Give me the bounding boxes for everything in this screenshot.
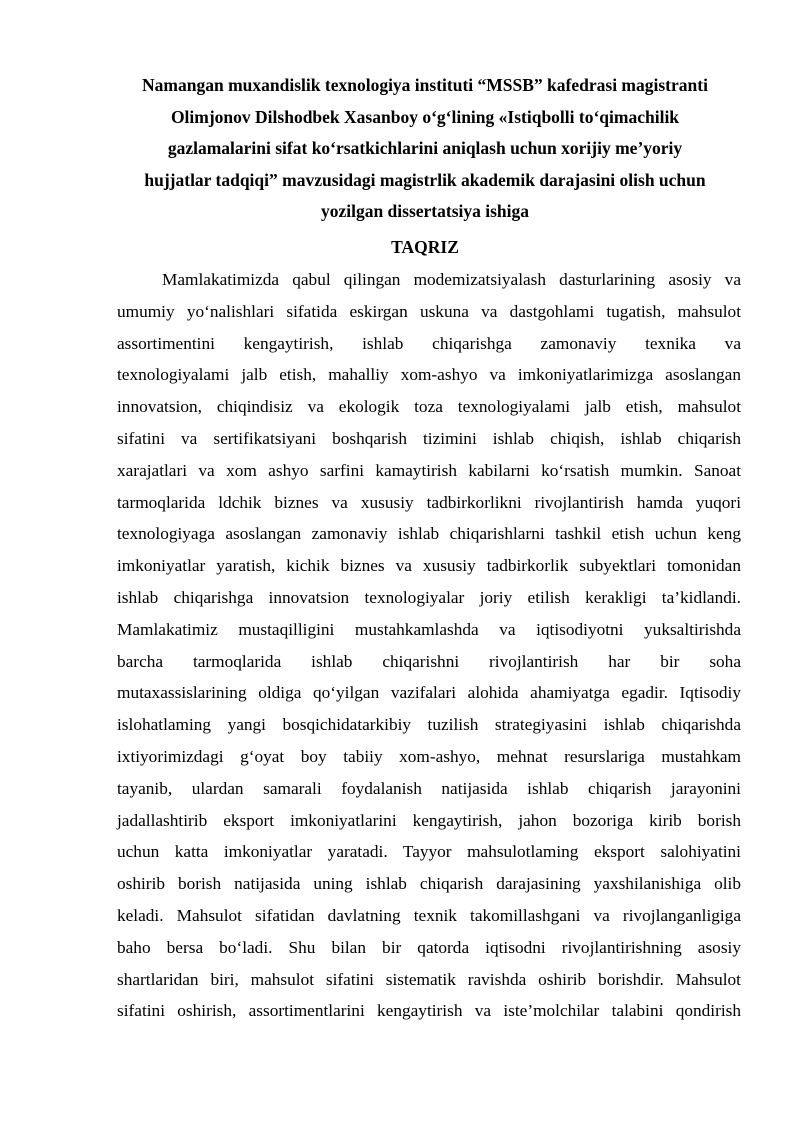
heading-line: hujjatlar tadqiqi” mavzusidagi magistrlik akademik darajasini olish uchun <box>144 169 706 190</box>
body-line: innovatsion, chiqindisiz va ekologik toza texnologiyalami jalb etish, mahsulot <box>117 397 741 417</box>
body-line: ishlab chiqarishga innovatsion texnologiyalar joriy etilish kerakligi ta’kidlandi. <box>117 587 741 607</box>
heading-line: yozilgan dissertatsiya ishiga <box>320 201 530 221</box>
body-line: texnologiyalami jalb etish, mahalliy xom-ashyo va imkoniyatlarimizga asoslangan <box>117 365 741 385</box>
body-line: ixtiyorimizdagi g‘oyat boy tabiiy xom-ashyo, mehnat resurslariga mustahkam <box>117 746 741 766</box>
body-line: islohatlaming yangi bosqichidatarkibiy tuzilish strategiyasini ishlab chiqarishda <box>117 715 741 735</box>
document-title: TAQRIZ <box>391 237 459 257</box>
body-paragraph <box>117 264 741 1027</box>
body-line: texnologiyaga asoslangan zamonaviy ishlab chiqarishlarni tashkil etish uchun keng <box>117 524 741 544</box>
body-line: tarmoqlarida ldchik biznes va xususiy tadbirkorlikni rivojlantirish hamda yuqori <box>117 492 741 512</box>
body-line: sifatini oshirish, assortimentlarini kengaytirish va iste’molchilar talabini qondirish <box>117 1001 741 1021</box>
body-line: keladi. Mahsulot sifatidan davlatning texnik takomillashgani va rivojlanganligiga <box>117 905 741 925</box>
heading-line: Olimjonov Dilshodbek Xasanboy o‘g‘lining «Istiqbolli to‘qimachilik <box>170 106 680 127</box>
document-heading <box>110 70 740 228</box>
body-line: xarajatlari va xom ashyo sarfini kamaytirish kabilarni ko‘rsatish mumkin. Sanoat <box>117 460 741 480</box>
body-line: sifatini va sertifikatsiyani boshqarish tizimini ishlab chiqish, ishlab chiqarish <box>117 428 741 448</box>
body-line: tayanib, ulardan samarali foydalanish natijasida ishlab chiqarish jarayonini <box>117 778 741 798</box>
body-line: baho bersa bo‘ladi. Shu bilan bir qatorda iqtisodni rivojlantirishning asosiy <box>117 937 741 957</box>
heading-line: gazlamalarini sifat ko‘rsatkichlarini aniqlash uchun xorijiy me’yoriy <box>167 138 683 158</box>
body-line: mutaxassislarining oldiga qo‘yilgan vazifalari alohida ahamiyatga egadir. Iqtisodiy <box>117 683 741 703</box>
body-line: umumiy yo‘nalishlari sifatida eskirgan uskuna va dastgohlami tugatish, mahsulot <box>117 301 741 321</box>
body-line: Mamlakatimiz mustaqilligini mustahkamlashda va iqtisodiyotni yuksaltirishda <box>117 619 741 639</box>
body-line: barcha tarmoqlarida ishlab chiqarishni rivojlantirish har bir soha <box>117 651 741 671</box>
body-line: Mamlakatimizda qabul qilingan modemizatsiyalash dasturlarining asosiy va <box>162 270 741 289</box>
heading-line: Namangan muxandislik texnologiya instituti “MSSB” kafedrasi magistranti <box>142 75 708 95</box>
body-line: jadallashtirib eksport imkoniyatlarini kengaytirish, jahon bozoriga kirib borish <box>117 810 741 830</box>
body-line: imkoniyatlar yaratish, kichik biznes va xususiy tadbirkorlik subyektlari tomonidan <box>117 556 741 576</box>
body-line: shartlaridan biri, mahsulot sifatini sistematik ravishda oshirib borishdir. Mahsulot <box>117 969 741 989</box>
body-line: uchun katta imkoniyatlar yaratadi. Tayyor mahsulotlaming eksport salohiyatini <box>117 842 741 862</box>
body-line: assortimentini kengaytirish, ishlab chiqarishga zamonaviy texnika va <box>117 333 741 353</box>
body-line: oshirib borish natijasida uning ishlab chiqarish darajasining yaxshilanishiga olib <box>117 874 741 894</box>
